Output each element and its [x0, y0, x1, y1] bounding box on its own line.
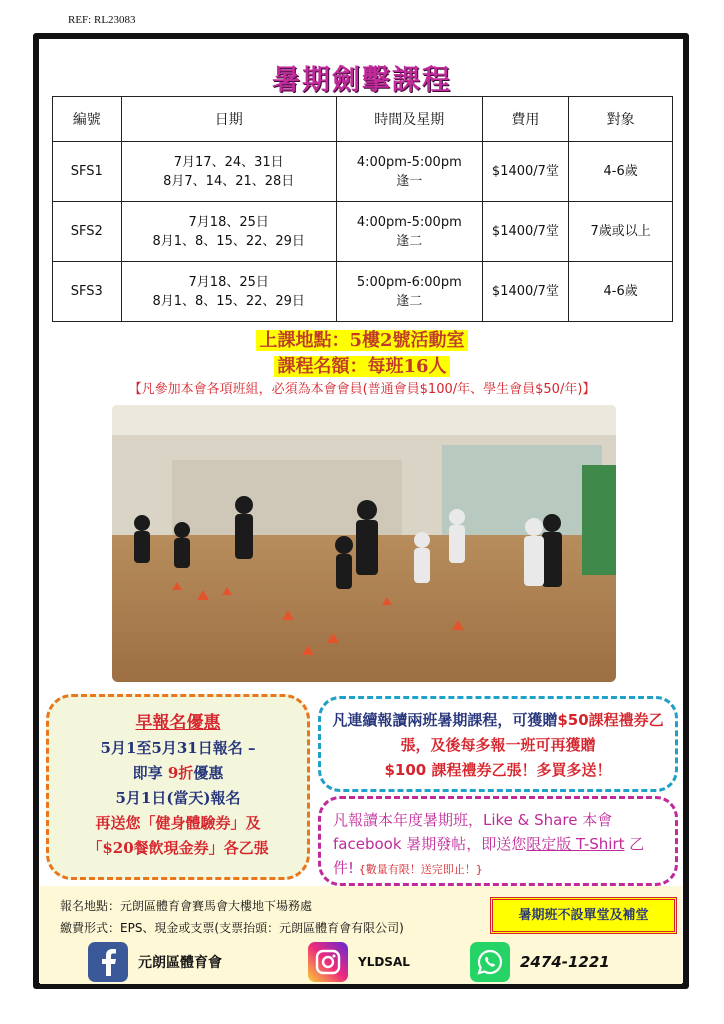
facebook-icon	[88, 942, 128, 982]
discount-value: 9折	[167, 764, 194, 782]
header-code: 編號	[53, 97, 122, 142]
header-fee: 費用	[482, 97, 569, 142]
course-code: SFS3	[53, 262, 122, 322]
fencing-class-photo	[112, 405, 616, 682]
page-title: 暑期劍擊課程	[271, 63, 452, 96]
payment-methods: 繳費形式：EPS、現金或支票(支票抬頭：元朗區體育會有限公司)	[60, 921, 404, 935]
early-bird-offer	[46, 694, 310, 880]
reference-number: REF: RL23083	[68, 14, 136, 26]
stock-limited-note: {數量有限！送完即止！}	[358, 863, 483, 876]
venue-text: 上課地點：5樓2號活動室	[256, 330, 467, 351]
early-bird-period: 5月1至5月31日報名 –	[100, 739, 256, 757]
course-time: 4:00pm-5:00pm 逢一	[336, 142, 482, 202]
consecutive-enrol-offer: 凡連續報讀兩班暑期課程，可獲贈$50課程禮券乙張，及後每多報一班可再獲贈 $100 課程禮券乙張！多買多送！	[318, 696, 678, 792]
coupon-amount: $50	[557, 711, 589, 729]
facebook-contact[interactable]	[88, 942, 222, 982]
table-row	[53, 202, 673, 262]
registration-address: 報名地點：元朗區體育會賽馬會大樓地下場務處	[60, 899, 313, 913]
whatsapp-number: 2474-1221	[520, 953, 610, 971]
registration-info	[60, 895, 404, 939]
course-target: 7歲或以上	[569, 202, 673, 262]
like-share-offer: 凡報讀本年度暑期班，Like & Share 本會 facebook 暑期發帖，即送您限定版 T-Shirt 乙件! {數量有限！送完即止！}	[318, 796, 678, 886]
early-bird-title: 早報名優惠	[135, 713, 221, 733]
table-row	[53, 142, 673, 202]
course-time: 5:00pm-6:00pm 逢二	[336, 262, 482, 322]
venue-line	[0, 326, 724, 352]
header-time: 時間及星期	[336, 97, 482, 142]
whatsapp-contact[interactable]	[470, 942, 610, 982]
table-row	[53, 262, 673, 322]
header-target: 對象	[569, 97, 673, 142]
limited-tshirt: 限定版 T-Shirt	[526, 835, 625, 853]
course-time: 4:00pm-5:00pm 逢二	[336, 202, 482, 262]
course-fee: $1400/7堂	[482, 202, 569, 262]
table-header-row	[53, 97, 673, 142]
course-code: SFS2	[53, 202, 122, 262]
early-bird-discount: 即享 9折優惠	[132, 764, 224, 782]
course-dates: 7月18、25日 8月1、8、15、22、29日	[121, 202, 336, 262]
course-fee: $1400/7堂	[482, 262, 569, 322]
no-makeup-notice: 暑期班不設單堂及補堂	[490, 897, 677, 934]
quota-line	[0, 352, 724, 378]
early-bird-gift-2: 「$20餐飲現金券」各乙張	[87, 839, 269, 857]
instagram-label: YLDSAL	[358, 955, 410, 969]
whatsapp-icon	[470, 942, 510, 982]
membership-notice: 【凡參加本會各項班組，必須為本會會員(普通會員$100/年、學生會員$50/年)】	[128, 382, 596, 397]
quota-text: 課程名額：每班16人	[274, 356, 449, 377]
instagram-contact[interactable]	[308, 942, 410, 982]
instagram-icon	[308, 942, 348, 982]
course-target: 4-6歲	[569, 262, 673, 322]
schedule-table	[52, 96, 673, 322]
early-bird-gift-1: 再送您「健身體驗券」及	[95, 814, 261, 832]
course-target: 4-6歲	[569, 142, 673, 202]
early-bird-day: 5月1日(當天)報名	[115, 789, 241, 807]
course-dates: 7月18、25日 8月1、8、15、22、29日	[121, 262, 336, 322]
course-dates: 7月17、24、31日 8月7、14、21、28日	[121, 142, 336, 202]
course-code: SFS1	[53, 142, 122, 202]
course-fee: $1400/7堂	[482, 142, 569, 202]
header-date: 日期	[121, 97, 336, 142]
facebook-label: 元朗區體育會	[138, 955, 222, 971]
